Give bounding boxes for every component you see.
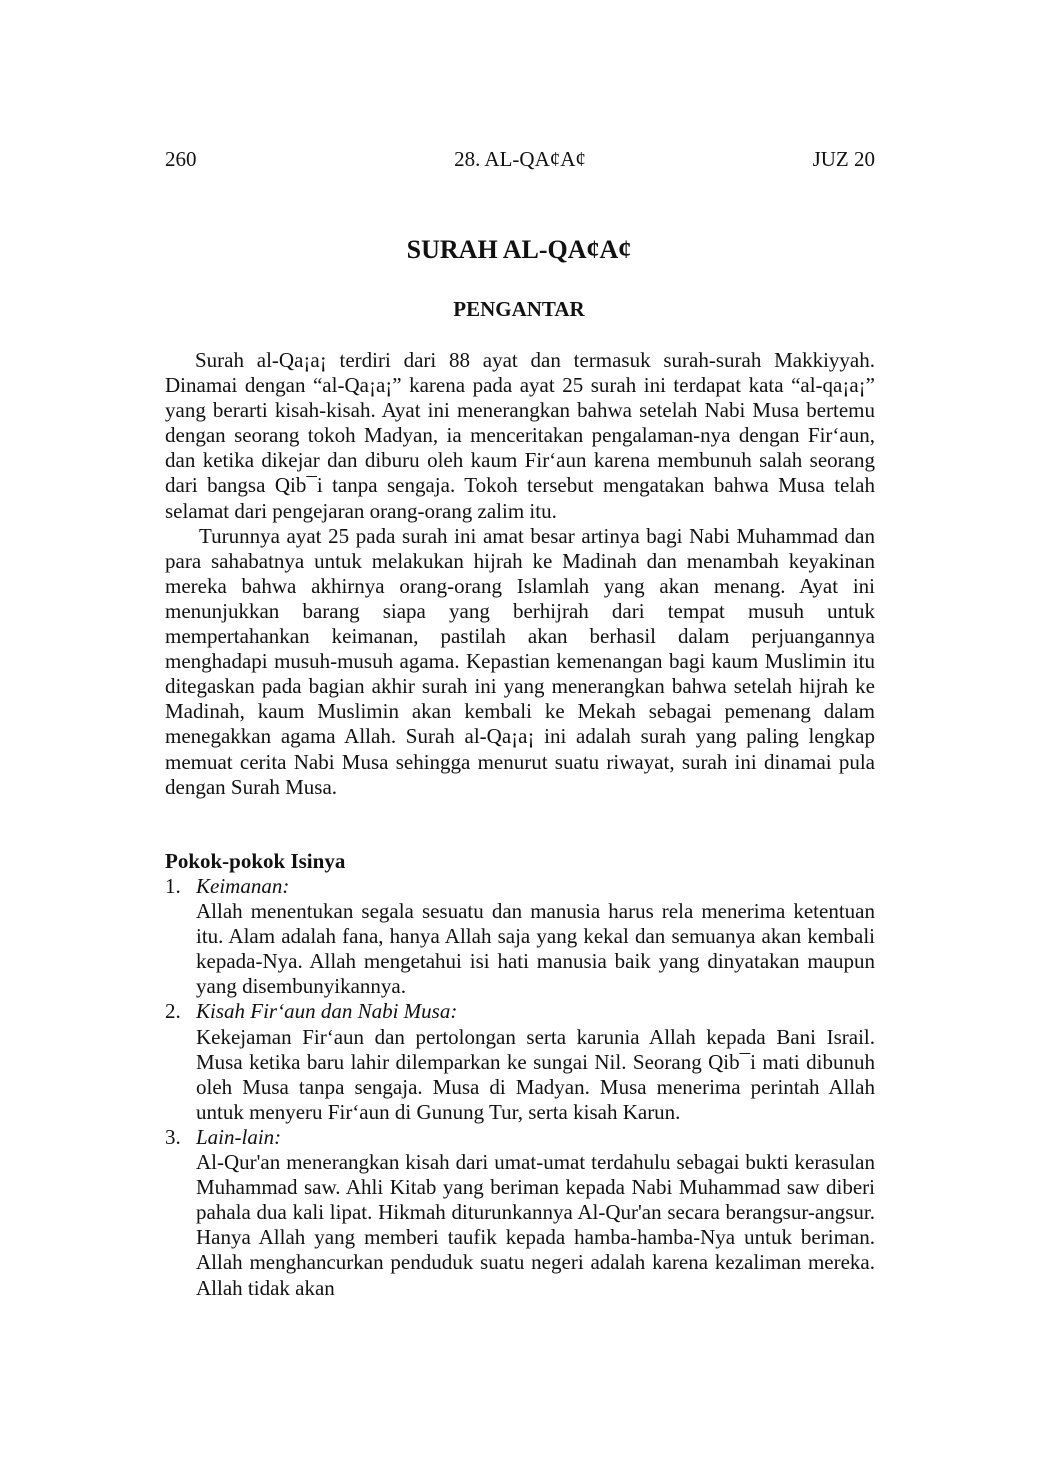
intro-paragraph-2: Turunnya ayat 25 pada surah ini amat besar artinya bagi Nabi Muhammad dan para sahabatnya untuk melakukan hijrah ke Madinah dan menambah keyakinan mereka bahwa akhirnya orang-orang Islamlah yang akan menang. Ayat ini menunjukkan barang siapa yang berhijrah dari tempat musuh untuk mempertahankan keimanan, pastilah akan berhasil dalam perjuangannya menghadapi musuh-musuh agama. Kepastian kemenangan bagi kaum Muslimin itu ditegaskan pada bagian akhir surah ini yang menerangkan bahwa setelah hijrah ke Madinah, kaum Muslimin akan kembali ke Mekah sebagai pemenang dalam menegakkan agama Allah. Surah al-Qa¡a¡ ini adalah surah yang paling lengkap memuat cerita Nabi Musa sehingga menurut suatu riwayat, surah ini dinamai pula dengan Surah Musa. <box>165 523 875 799</box>
contents-list <box>165 874 875 1301</box>
list-item-heading: Keimanan: <box>196 874 290 898</box>
list-item <box>165 1125 875 1301</box>
list-item <box>165 999 875 1124</box>
contents-section <box>165 849 875 1301</box>
list-item-text: Al-Qur'an menerangkan kisah dari umat-umat terdahulu sebagai bukti kerasulan Muhammad saw. Ahli Kitab yang beriman kepada Nabi Muhammad saw diberi pahala dua kali lipat. Hikmah diturunkannya Al-Qur'an secara berangsur-angsur. Hanya Allah yang memberi taufik kepada hamba-hamba-Nya untuk beriman. Allah menghancurkan penduduk suatu negeri adalah karena kezaliman mereka. Allah tidak akan <box>196 1150 875 1300</box>
list-item-text: Kekejaman Fir‘aun dan pertolongan serta karunia Allah kepada Bani Israil. Musa ketika baru lahir dilemparkan ke sungai Nil. Seorang Qib¯i mati dibunuh oleh Musa tanpa sengaja. Musa di Madyan. Musa menerima perintah Allah untuk menyeru Fir‘aun di Gunung Tur, serta kisah Karun. <box>196 1024 875 1124</box>
list-item-number: 3. <box>165 1124 181 1149</box>
intro-section <box>165 348 875 800</box>
contents-heading: Pokok-pokok Isinya <box>165 849 346 873</box>
page-number: 260 <box>165 147 197 171</box>
list-item-heading: Lain-lain: <box>196 1124 282 1149</box>
list-item-heading: Kisah Fir‘aun dan Nabi Musa: <box>196 999 458 1024</box>
list-item-number: 2. <box>165 999 181 1024</box>
chapter-title: 28. AL-QA¢A¢ <box>454 147 586 171</box>
juz-label: JUZ 20 <box>812 147 875 171</box>
section-title: PENGANTAR <box>453 297 585 321</box>
list-item-text: Allah menentukan segala sesuatu dan manusia harus rela menerima ketentuan itu. Alam adalah fana, hanya Allah saja yang kekal dan semuanya akan kembali kepada-Nya. Allah mengetahui isi hati manusia baik yang dinyatakan maupun yang disembunyikannya. <box>196 899 875 999</box>
intro-paragraph-1: Surah al-Qa¡a¡ terdiri dari 88 ayat dan termasuk surah-surah Makkiyyah. Dinamai dengan “al-Qa¡a¡” karena pada ayat 25 surah ini terdapat kata “al-qa¡a¡” yang berarti kisah-kisah. Ayat ini menerangkan bahwa setelah Nabi Musa bertemu dengan seorang tokoh Madyan, ia menceritakan pengalaman-nya dengan Fir‘aun, dan ketika dikejar dan diburu oleh kaum Fir‘aun karena membunuh salah seorang dari bangsa Qib¯i tanpa sengaja. Tokoh tersebut mengatakan bahwa Musa telah selamat dari pengejaran orang-orang zalim itu. <box>165 348 875 523</box>
list-item <box>165 874 875 999</box>
list-item-number: 1. <box>165 874 181 898</box>
surah-title: SURAH AL-QA¢A¢ <box>406 235 632 264</box>
